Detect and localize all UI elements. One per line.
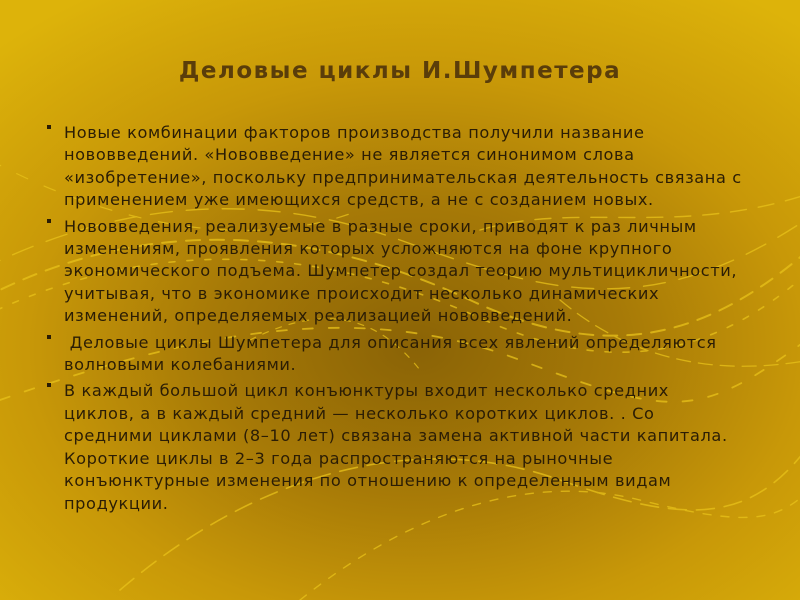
bullet-text: В каждый большой цикл конъюнктуры входит несколько средних циклов, а в каждый средний — несколько коротких циклов. . Со средними циклами (8–10 лет) связана замена активной части капитала. Короткие циклы в 2–3 года распространяются на рыночные конъюнктурные изменения по отношению к определенным видам продукции. bbox=[64, 381, 728, 513]
list-item bbox=[44, 380, 744, 514]
list-item bbox=[44, 332, 744, 377]
bullet-list bbox=[44, 122, 744, 519]
list-item bbox=[44, 122, 744, 212]
bullet-text: Новые комбинации факторов производства получили название нововведений. «Нововведение» не является синонимом слова «изобретение», поскольку предпринимательская деятельность связана с применением уже имеющихся средств, а не с созданием новых. bbox=[64, 123, 742, 210]
bullet-icon bbox=[47, 219, 51, 223]
bullet-icon bbox=[47, 383, 51, 387]
bullet-text: Деловые циклы Шумпетера для описания всех явлений определяются волновыми колебаниями. bbox=[64, 332, 723, 375]
bullet-icon bbox=[47, 335, 51, 339]
slide-title: Деловые циклы И.Шумпетера bbox=[178, 58, 622, 84]
list-item bbox=[44, 216, 744, 328]
bullet-text: Нововведения, реализуемые в разные сроки, приводят к раз личным изменениям, проявления которых усложняются на фоне крупного экономического подъема. Шумпетер создал теорию мультицикличности, учитывая, что в экономике происходит несколько динамических изменений, определяемых реализацией нововведений. bbox=[64, 216, 738, 326]
bullet-icon bbox=[47, 125, 51, 129]
